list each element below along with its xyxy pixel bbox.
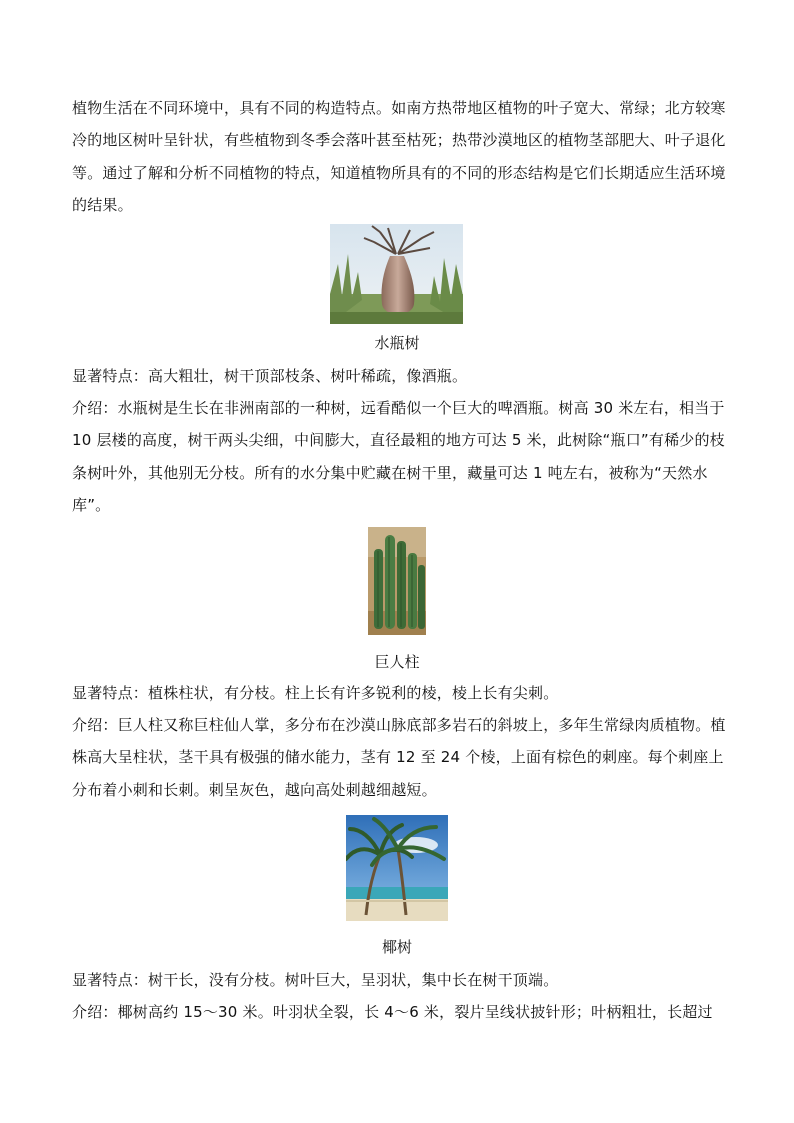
bottle-tree-intro: 介绍：水瓶树是生长在非洲南部的一种树，远看酷似一个巨大的啤酒瓶。树高 30 米左右，相当于 10 层楼的高度，树干两头尖细，中间膨大，直径最粗的地方可达 5 米，此树除“瓶口”有稀少的枝条树叶外，其他别无分枝。所有的水分集中贮藏在树干里，藏量可达 1 吨左右，被称为“天然水库”。 bbox=[72, 399, 725, 515]
bottle-tree-caption: 水瓶树 bbox=[374, 334, 420, 352]
saguaro-photo bbox=[368, 527, 426, 635]
bottle-tree-feature: 显著特点：高大粗壮，树干顶部枝条、树叶稀疏，像酒瓶。 bbox=[72, 367, 468, 385]
saguaro-caption: 巨人柱 bbox=[374, 653, 420, 671]
intro-paragraph: 植物生活在不同环境中，具有不同的构造特点。如南方热带地区植物的叶子宽大、常绿；北方较寒冷的地区树叶呈针状，有些植物到冬季会落叶甚至枯死；热带沙漠地区的植物茎部肥大、叶子退化等。通过了解和分析不同植物的特点，知道植物所具有的不同的形态结构是它们长期适应生活环境的结果。 bbox=[72, 99, 726, 215]
bottle-tree-photo bbox=[330, 224, 463, 324]
coconut-palm-intro: 介绍：椰树高约 15～30 米。叶羽状全裂，长 4～6 米，裂片呈线状披针形；叶柄粗壮，长超过 bbox=[72, 1003, 713, 1021]
saguaro-intro: 介绍：巨人柱又称巨柱仙人掌，多分布在沙漠山脉底部多岩石的斜坡上，多年生常绿肉质植物。植株高大呈柱状，茎干具有极强的储水能力，茎有 12 至 24 个棱，上面有棕色的刺座。每个刺座上分布着小刺和长刺。刺呈灰色，越向高处刺越细越短。 bbox=[72, 716, 726, 799]
coconut-palm-photo bbox=[346, 815, 448, 921]
coconut-palm-caption: 椰树 bbox=[381, 938, 412, 956]
saguaro-feature: 显著特点：植株柱状，有分枝。柱上长有许多锐利的棱，棱上长有尖刺。 bbox=[72, 684, 559, 702]
coconut-palm-feature: 显著特点：树干长，没有分枝。树叶巨大，呈羽状，集中长在树干顶端。 bbox=[72, 971, 559, 989]
